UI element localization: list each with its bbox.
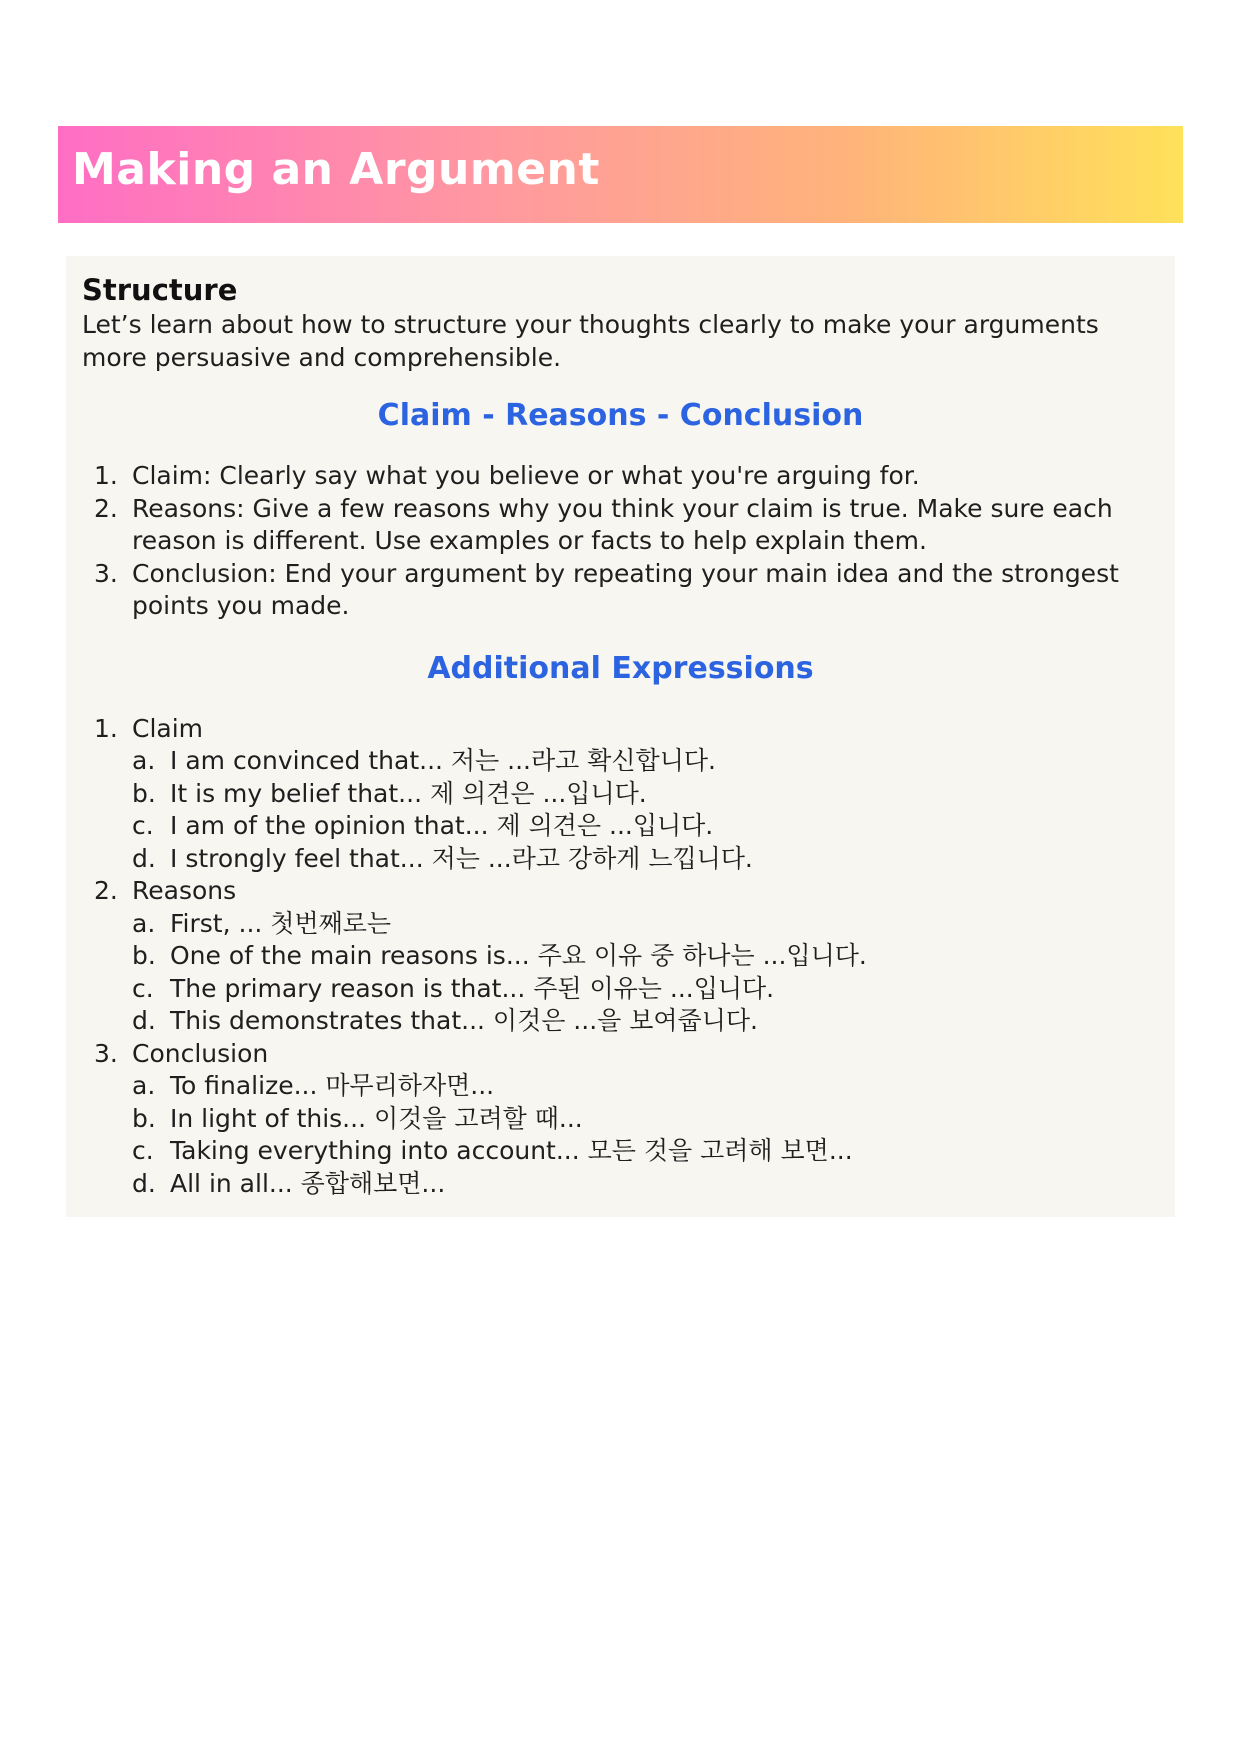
- expression-text: First, ... 첫번째로는: [170, 908, 392, 938]
- expressions-list: [82, 713, 1159, 1201]
- expression-group-claim: [82, 713, 1159, 876]
- sub-list-item: [132, 1103, 1159, 1136]
- list-item: [82, 493, 1159, 558]
- group-title: Reasons: [132, 876, 237, 905]
- structure-list: [82, 460, 1159, 623]
- expressions-subheading: Additional Expressions: [427, 650, 814, 686]
- list-letter: c.: [132, 1136, 154, 1165]
- title-banner: [58, 126, 1183, 223]
- list-number: 3.: [94, 558, 118, 588]
- sub-list: [132, 1070, 1159, 1200]
- expression-text: I strongly feel that... 저는 ...라고 강하게 느낍니다.: [170, 843, 753, 873]
- sub-list-item: [132, 1135, 1159, 1168]
- expression-text: I am of the opinion that... 제 의견은 ...입니다.: [170, 811, 714, 840]
- list-letter: a.: [132, 746, 156, 775]
- expression-text: It is my belief that... 제 의견은 ...입니다.: [170, 778, 647, 808]
- sub-list-item: [132, 1005, 1159, 1038]
- list-item: [82, 460, 1159, 493]
- expression-group-conclusion: [82, 1038, 1159, 1201]
- list-letter: d.: [132, 1006, 156, 1035]
- expression-text: One of the main reasons is... 주요 이유 중 하나는 ...입니다.: [170, 941, 867, 970]
- list-letter: b.: [132, 778, 156, 808]
- expression-group-reasons: [82, 875, 1159, 1038]
- sub-list-item: [132, 1070, 1159, 1103]
- list-letter: a.: [132, 908, 156, 938]
- content-panel: [66, 256, 1175, 1217]
- structure-subheading: Claim - Reasons - Conclusion: [377, 398, 864, 433]
- sub-list-item: [132, 745, 1159, 778]
- list-letter: d.: [132, 1168, 156, 1198]
- list-number: 1.: [94, 713, 118, 743]
- list-letter: b.: [132, 941, 156, 970]
- list-letter: c.: [132, 811, 154, 840]
- list-letter: d.: [132, 843, 156, 873]
- expression-text: Taking everything into account... 모든 것을 고려해 보면...: [170, 1136, 853, 1165]
- structure-heading: Structure: [82, 273, 238, 307]
- list-item-text: Reasons: Give a few reasons why you think your claim is true. Make sure each reason is different. Use examples or facts to help explain them.: [132, 493, 1113, 555]
- list-number: 2.: [94, 493, 118, 523]
- group-title: Claim: [132, 713, 204, 743]
- structure-intro: Let’s learn about how to structure your thoughts clearly to make your arguments more persuasive and comprehensible.: [82, 310, 1099, 372]
- list-number: 3.: [94, 1038, 118, 1068]
- expression-text: All in all... 종합해보면...: [170, 1168, 446, 1198]
- sub-list-item: [132, 778, 1159, 811]
- expression-text: I am convinced that... 저는 ...라고 확신합니다.: [170, 746, 716, 775]
- group-title: Conclusion: [132, 1038, 269, 1068]
- sub-list-item: [132, 810, 1159, 843]
- sub-list-item: [132, 908, 1159, 941]
- list-item-text: Claim: Clearly say what you believe or what you're arguing for.: [132, 461, 920, 490]
- list-letter: a.: [132, 1071, 156, 1100]
- expression-text: In light of this... 이것을 고려할 때...: [170, 1103, 583, 1133]
- sub-list-item: [132, 973, 1159, 1006]
- expression-text: The primary reason is that... 주된 이유는 ...입니다.: [170, 973, 775, 1003]
- list-number: 1.: [94, 461, 118, 490]
- list-letter: c.: [132, 973, 154, 1003]
- list-item-text: Conclusion: End your argument by repeating your main idea and the strongest points you made.: [132, 558, 1119, 620]
- sub-list-item: [132, 940, 1159, 973]
- list-item: [82, 558, 1159, 623]
- sub-list: [132, 745, 1159, 875]
- expression-text: This demonstrates that... 이것은 ...을 보여줍니다.: [170, 1006, 758, 1035]
- list-letter: b.: [132, 1103, 156, 1133]
- expression-text: To finalize... 마무리하자면...: [170, 1071, 495, 1100]
- sub-list-item: [132, 843, 1159, 876]
- sub-list: [132, 908, 1159, 1038]
- sub-list-item: [132, 1168, 1159, 1201]
- page-title: Making an Argument: [72, 144, 600, 195]
- list-number: 2.: [94, 876, 118, 905]
